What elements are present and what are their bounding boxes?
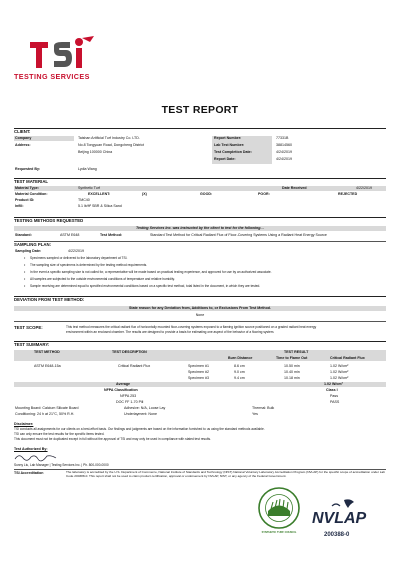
disclaimer-heading: Disclaimer:	[14, 422, 34, 426]
divider	[14, 321, 386, 322]
deviation-value: None	[195, 313, 205, 317]
condition-poor: POOR:	[258, 192, 270, 196]
sampling-plan-item: Specimens sampled or delivered to the laboratory department at TSI.	[30, 256, 128, 260]
testing-methods-section-label: TESTING METHODS REQUESTED	[14, 218, 84, 223]
cell-time: 10.40 min	[284, 370, 300, 374]
col-critical-radiant-flux: Critical Radiant Flux	[330, 356, 365, 360]
test-method-label: Test Method:	[100, 233, 123, 237]
report-number-label: Report Number:	[214, 136, 242, 140]
address-line-2: Beijing 100000 China	[78, 150, 113, 154]
divider	[14, 128, 386, 129]
sampling-date-label: Sampling Date:	[15, 249, 42, 253]
cell-specimen: Specimen #1	[188, 364, 209, 368]
method-value: ASTM E648-15a	[34, 364, 61, 368]
deviation-section-label: DEVIATION FROM TEST METHOD:	[14, 297, 85, 302]
col-time-to-flame-out: Time to Flame Out	[276, 356, 308, 360]
completion-date-value: 4/24/2019	[276, 150, 292, 154]
completion-date-label: Test Completion Date:	[214, 150, 252, 154]
sub-value-1: Pass	[330, 394, 338, 398]
date-received-label: Date Received	[282, 186, 307, 190]
divider	[14, 241, 386, 242]
product-id-label: Product ID:	[15, 198, 35, 202]
cell-time: 10.50 min	[284, 364, 300, 368]
infill-label: Infill:	[15, 204, 24, 208]
divider	[14, 341, 386, 342]
sub-label-1: NFPA 253	[120, 394, 137, 398]
sampling-plan-item: The sampling size of specimens is determined by the testing method requirements.	[30, 263, 148, 267]
average-value: 1.02 W/cm²	[324, 382, 343, 386]
infill-value: 5.1 lb/ft² SBR & Silica Sand	[78, 204, 122, 208]
cell-burn: 8.6 cm	[234, 364, 245, 368]
sampling-date-value: 4/22/2019	[68, 249, 84, 253]
cell-specimen: Specimen #2	[188, 370, 209, 374]
bullet-icon: •	[24, 284, 26, 288]
sampling-plan-section-label: SAMPLING PLAN:	[14, 242, 51, 247]
mounting-label: Mounting Board: Calcium Silicate Board	[15, 406, 79, 410]
nfpa-value: Class I	[326, 388, 338, 392]
authorized-by-label: Test Authorized By:	[14, 447, 48, 451]
condition-rejected: REJECTED	[338, 192, 358, 196]
accreditation-text: The laboratory is accredited by the U.S. Department of Commerce, National Institute of Standards and Technology (NIST) National Voluntary Laboratory Accreditation Program (NVLAP) for the specific scope of accreditation under Lab Code 200388-0. This report shall not be used to claim product certification, approval or endorsement by NVLAP, NIST, or any agency of the Federal Government.	[66, 470, 385, 478]
company-label: Company	[15, 136, 32, 140]
report-date-value: 4/24/2019	[276, 157, 292, 161]
cell-flux: 1.02 W/cm²	[330, 376, 349, 380]
description-value: Critical Radiant Flux	[118, 364, 151, 368]
cell-burn: 9.4 cm	[234, 376, 245, 380]
test-method-value: Standard Test Method for Critical Radiant Flux of Floor-Covering Systems Using a Radiant Heat Energy Source	[150, 233, 327, 237]
nvlap-text: NVLAP	[312, 510, 367, 527]
sub-value-2: PASS	[330, 400, 340, 404]
conditioning-label: Conditioning: 24 h at 21°C, 50% R.H.	[15, 412, 75, 416]
nvlap-logo	[310, 498, 382, 542]
sampling-plan-item: In the event a specific sampling size is not called for, a representative will be made based on practical testing experience, and approved for use by an authorized associate.	[30, 270, 272, 274]
bullet-icon: •	[24, 277, 26, 281]
test-scope-text-2: environment within an enclosed chamber. The results are designed to provide a basis for estimating one aspect of the behavior of a flooring system.	[66, 330, 275, 334]
thermal-label: Thermal: Bulk	[252, 406, 275, 410]
date-received-value: 4/22/2019	[356, 186, 372, 190]
cell-burn: 9.0 cm	[234, 370, 245, 374]
test-summary-section-label: TEST SUMMARY:	[14, 342, 50, 347]
report-number-value: 77331B	[276, 136, 289, 140]
signature-image	[14, 452, 58, 462]
address-line-1: No.8 Tongyuan Road, Dongcheng District	[78, 143, 145, 147]
company-logo	[14, 34, 110, 84]
testing-instruction: Testing Services Inc. was instructed by the client to test for the following…	[135, 226, 265, 230]
col-test-method: TEST METHOD	[34, 350, 60, 354]
report-date-label: Report Date:	[214, 157, 236, 161]
test-scope-label: TEST SCOPE:	[14, 325, 43, 330]
cell-time: 10.18 min	[284, 376, 300, 380]
authorized-by-name: Sunny Liu, Lab Manager | Testing Services Inc. | Ph. 800-000-0000	[14, 463, 109, 467]
disclaimer-line-2: TSI can only ensure the test results for the specific items tested.	[14, 432, 105, 436]
page-title: TEST REPORT	[161, 104, 239, 116]
shade-material-type	[14, 186, 386, 191]
product-id-value: TMC40	[78, 198, 90, 202]
sampling-plan-item: Sample receiving are determined equal to specified environmental conditions based on a specific test method, total listed in the document, in which they are tested.	[30, 284, 261, 288]
condition-mark: (X)	[142, 192, 147, 196]
col-test-description: TEST DESCRIPTION	[112, 350, 147, 354]
material-type-label: Material Type:	[15, 186, 39, 190]
synthetic-turf-council-seal-icon	[258, 487, 300, 529]
cell-flux: 1.02 W/cm²	[330, 364, 349, 368]
adhesive-label: Adhesive: N/A, Loose Lay	[124, 406, 166, 410]
client-section-label: CLIENT:	[14, 129, 31, 134]
underlayment-label: Underlayment: None	[124, 412, 157, 416]
company-name: TESTING SERVICES	[14, 72, 90, 81]
cell-specimen: Specimen #3	[188, 376, 209, 380]
tsi-logo-icon	[28, 34, 98, 70]
sampling-plan-item: All samples are subjected to the outside environmental conditions of temperature and relative humidity.	[30, 277, 175, 281]
address-label: Address:	[15, 143, 31, 147]
requested-by-label: Requested By:	[15, 167, 41, 171]
thermal-value: Yes	[252, 412, 258, 416]
bullet-icon: •	[24, 270, 26, 274]
disclaimer-line-3: This document must not be duplicated except in full without the approval of TSI and may only be used in compliance with stated test results.	[14, 437, 211, 441]
average-label: Average	[116, 382, 131, 386]
bullet-icon: •	[24, 263, 26, 267]
nfpa-label: NFPA Classification	[104, 388, 138, 392]
disclaimer-line-1: TSI conducts all assignments for our clients on a best-effort basis. Our findings and judgments are based on the information furnished to us using the standard methods available.	[14, 427, 265, 431]
condition-label: Material Condition:	[15, 192, 48, 196]
standard-label: Standard:	[15, 233, 32, 237]
bullet-icon: •	[24, 256, 26, 260]
nvlap-code: 200388-0	[324, 532, 350, 538]
test-scope-text-1: This test method measures the critical radiant flux of horizontally mounted floor-covering systems exposed to a flaming ignition source positioned on a graded radiant heat energy	[66, 325, 317, 329]
seal-text: SYNTHETIC TURF COUNCIL	[261, 531, 297, 534]
lab-test-number-value: 38814560	[276, 143, 292, 147]
col-test-result: TEST RESULT	[284, 350, 309, 354]
sub-label-2: DOC FF 1-70 Pill	[116, 400, 144, 404]
condition-excellent: EXCELLENT:	[88, 192, 111, 196]
col-burn-distance: Burn Distance	[228, 356, 253, 360]
test-material-section-label: TEST MATERIAL	[14, 179, 49, 184]
deviation-statement: State reason for any Deviation from, Additions to, or Exclusions From Test Method.	[129, 306, 271, 310]
material-type-value: Synthetic Turf	[78, 186, 100, 190]
divider	[14, 178, 386, 179]
lab-test-number-label: Lab Test Number:	[214, 143, 245, 147]
condition-good: GOOD:	[200, 192, 213, 196]
requested-by-value: Lydia Wang	[78, 167, 97, 171]
company-value: Taishan Artificial Turf Industry Co. LTD.	[78, 136, 140, 140]
accreditation-label: TSI Accreditation	[14, 471, 44, 475]
standard-value: ASTM E648	[60, 233, 80, 237]
cell-flux: 1.02 W/cm²	[330, 370, 349, 374]
